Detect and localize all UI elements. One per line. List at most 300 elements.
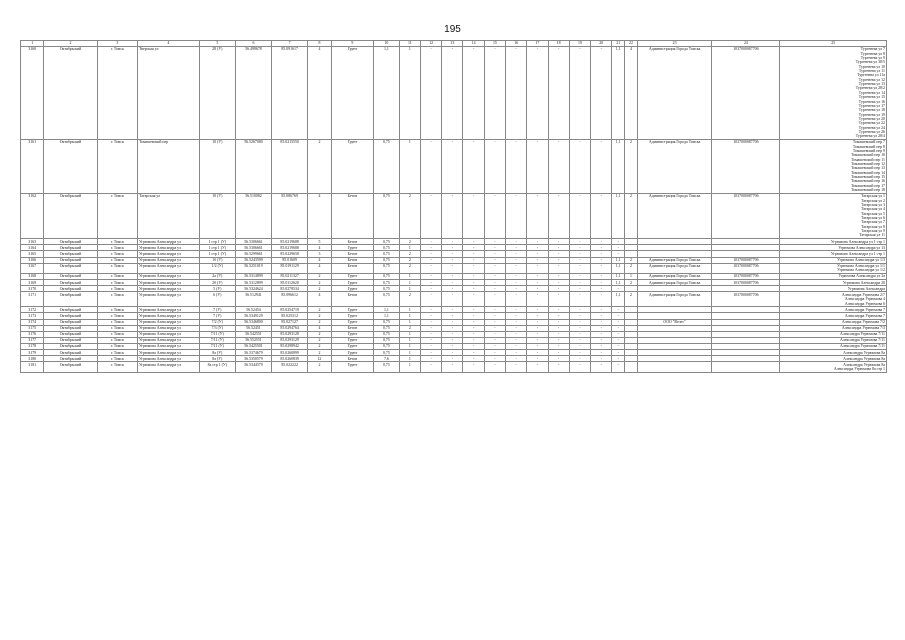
table-cell: - — [442, 274, 463, 280]
table-cell: - — [484, 319, 505, 325]
table-cell: - — [548, 263, 569, 273]
table-cell: - — [420, 280, 441, 286]
table-cell: - — [484, 257, 505, 263]
table-cell: - — [612, 313, 625, 319]
table-cell: 1,1 — [374, 307, 400, 313]
table-cell — [712, 362, 780, 372]
table-cell: 4 — [308, 292, 331, 307]
table-cell: 0,75 — [374, 292, 400, 307]
table-cell: 0,75 — [374, 193, 400, 238]
table-cell: 2 — [308, 362, 331, 372]
table-cell: 1 — [399, 319, 420, 325]
table-cell: Угрюмова Александра ул — [138, 286, 200, 292]
table-cell: Администрация Города Томска — [637, 47, 711, 140]
table-cell: - — [548, 344, 569, 350]
table-cell: - — [442, 193, 463, 238]
table-cell: Администрация Города Томска — [637, 292, 711, 307]
table-cell: 0,75 — [374, 325, 400, 331]
address-line: Александра Угрюмова 7/11 — [840, 332, 885, 337]
table-cell: Грунт — [331, 280, 374, 286]
address-line: Тургенева ул 38/5 — [855, 60, 885, 65]
table-cell: - — [548, 337, 569, 343]
table-cell: Угрюмова Александра ул — [138, 356, 200, 362]
address-line: Татарская ул 11 — [859, 233, 885, 238]
table-cell: - — [420, 350, 441, 356]
column-number: 5 — [199, 41, 235, 47]
table-cell: 3163 — [21, 239, 44, 245]
table-cell: - — [548, 356, 569, 362]
address-line: Татарская ул 5 — [860, 211, 885, 216]
table-cell: 1 — [399, 245, 420, 251]
table-cell: - — [420, 292, 441, 307]
table-cell: Бетон — [331, 263, 374, 273]
table-cell: Октябрьский — [44, 193, 97, 238]
table-cell: г. Томск — [97, 356, 137, 362]
address-line: Александра Угрюмова 8а — [843, 362, 885, 367]
table-cell: 4 — [308, 193, 331, 238]
table-cell: 2 — [625, 263, 638, 273]
address-line: Томашевский пер 12 — [850, 162, 885, 167]
address-line: Томашевский пер 13 — [850, 166, 885, 171]
table-cell: Угрюмова Александра ул — [138, 325, 200, 331]
table-cell: - — [463, 263, 484, 273]
table-cell: - — [612, 331, 625, 337]
table-cell: г. Томск — [97, 325, 137, 331]
table-cell: 7 (У) — [199, 307, 235, 313]
table-cell: - — [420, 356, 441, 362]
table-cell: г. Томск — [97, 292, 137, 307]
table-cell: 3172 — [21, 307, 44, 313]
table-cell: Грунт — [331, 245, 374, 251]
table-cell: - — [484, 307, 505, 313]
table-cell: 1037000087706 — [712, 263, 780, 273]
table-cell: 0,75 — [374, 263, 400, 273]
column-number: 23 — [637, 41, 711, 47]
table-cell: - — [420, 337, 441, 343]
table-cell: - — [442, 325, 463, 331]
table-cell: 85.0260899 — [272, 350, 308, 356]
address-line: Угрюмова Александра ул 1 стр 1 — [830, 239, 885, 244]
table-cell: - — [420, 140, 441, 194]
table-cell: 7 (У) — [199, 313, 235, 319]
table-cell: Грунт — [331, 313, 374, 319]
table-cell: - — [527, 356, 548, 362]
table-cell: г. Томск — [97, 274, 137, 280]
table-cell: 3181 — [21, 362, 44, 372]
table-cell: 10 (У) — [199, 140, 235, 194]
table-cell: - — [548, 362, 569, 372]
table-cell: 3175 — [21, 325, 44, 331]
address-line: Александра Угрюмова 6 — [844, 301, 885, 306]
table-cell: - — [527, 325, 548, 331]
table-cell: Угрюмова Александра ул — [138, 257, 200, 263]
table-cell: Октябрьский — [44, 263, 97, 273]
table-cell: 4 — [308, 325, 331, 331]
table-cell: г. Томск — [97, 263, 137, 273]
column-number: 22 — [625, 41, 638, 47]
table-cell: - — [442, 307, 463, 313]
column-number: 9 — [331, 41, 374, 47]
table-cell: 2 — [399, 257, 420, 263]
table-cell: - — [527, 251, 548, 257]
table-cell: - — [420, 319, 441, 325]
table-cell: - — [591, 337, 612, 343]
address-line: Александра Угрюмова 8а — [843, 356, 885, 361]
table-cell: 6 (У) — [199, 292, 235, 307]
column-number: 4 — [138, 41, 200, 47]
table-cell: Угрюмова Александра ул — [138, 274, 200, 280]
table-cell: - — [484, 331, 505, 337]
table-cell: - — [591, 325, 612, 331]
table-cell: - — [591, 239, 612, 245]
table-cell: Угрюмова Александра ул — [138, 331, 200, 337]
table-cell: - — [527, 274, 548, 280]
table-cell: - — [442, 263, 463, 273]
table-cell: - — [548, 280, 569, 286]
column-number: 6 — [235, 41, 271, 47]
table-cell: 85.022222 — [272, 362, 308, 372]
table-cell: - — [612, 362, 625, 372]
table-cell: - — [442, 47, 463, 140]
table-cell: - — [569, 313, 590, 319]
table-cell: 85.0219688 — [272, 245, 308, 251]
table-cell: - — [612, 356, 625, 362]
table-row — [21, 193, 887, 238]
table-cell: - — [506, 319, 527, 325]
table-cell: - — [506, 251, 527, 257]
table-cell: 1 — [399, 307, 420, 313]
table-cell: 1 — [399, 350, 420, 356]
table-cell: 1 — [399, 286, 420, 292]
table-cell: - — [527, 263, 548, 273]
table-cell: Грунт — [331, 331, 374, 337]
table-cell: 3168 — [21, 274, 44, 280]
table-cell: - — [463, 193, 484, 238]
table-cell: 85.0278534 — [272, 286, 308, 292]
table-cell: 0,75 — [374, 280, 400, 286]
table-cell: Грунт — [331, 286, 374, 292]
table-cell: г. Томск — [97, 344, 137, 350]
table-cell: 2 — [625, 280, 638, 286]
table-cell: - — [463, 331, 484, 337]
address-line: Александра Угрюмова 2/7 — [841, 292, 885, 297]
address-line: Томашевский пер 8 — [852, 144, 885, 149]
table-cell: 1 — [399, 344, 420, 350]
table-cell: - — [442, 245, 463, 251]
table-cell: 56.552551 — [235, 337, 271, 343]
table-cell: - — [420, 344, 441, 350]
table-cell: - — [484, 362, 505, 372]
table-cell: 2 — [308, 313, 331, 319]
table-cell: Октябрьский — [44, 274, 97, 280]
address-line: Тургенева ул 9 — [860, 56, 885, 61]
table-cell: - — [484, 140, 505, 194]
table-cell: 20 (У) — [199, 280, 235, 286]
table-cell: 0,75 — [374, 344, 400, 350]
table-cell: г. Томск — [97, 251, 137, 257]
table-cell: 56.5251019 — [235, 263, 271, 273]
table-cell: - — [442, 257, 463, 263]
table-cell: - — [463, 356, 484, 362]
table-cell: - — [506, 313, 527, 319]
table-cell: 56.5312899 — [235, 280, 271, 286]
table-cell: 2а (У) — [199, 274, 235, 280]
table-cell: 56.5374679 — [235, 350, 271, 356]
address-line: Татарская ул 7 — [860, 220, 885, 225]
table-cell: 0,75 — [374, 257, 400, 263]
table-cell: - — [527, 193, 548, 238]
table-cell: - — [569, 325, 590, 331]
table-cell: 85.0298942 — [272, 344, 308, 350]
table-cell: Грунт — [331, 319, 374, 325]
table-cell: Октябрьский — [44, 313, 97, 319]
column-number: 15 — [484, 41, 505, 47]
page-number: 195 — [444, 24, 461, 35]
table-cell: - — [463, 140, 484, 194]
table-cell: - — [506, 245, 527, 251]
table-cell: - — [548, 292, 569, 307]
addresses-cell — [780, 47, 887, 140]
table-cell: 4 — [308, 263, 331, 273]
table-cell: 85.086769 — [272, 193, 308, 238]
table-cell: - — [569, 245, 590, 251]
table-cell: - — [484, 350, 505, 356]
table-cell: - — [569, 362, 590, 372]
address-line: Томашевский пер 14 — [850, 170, 885, 175]
table-cell: 28 (У) — [199, 47, 235, 140]
table-cell: 3164 — [21, 245, 44, 251]
table-cell: Угрюмова Александра ул — [138, 350, 200, 356]
table-cell: - — [420, 362, 441, 372]
table-cell: 2 — [625, 193, 638, 238]
table-cell: 2 — [308, 307, 331, 313]
table-cell: - — [420, 274, 441, 280]
table-cell: 7/2 (У) — [199, 319, 235, 325]
table-cell: 3178 — [21, 344, 44, 350]
table-cell: Угрюмова Александра ул — [138, 307, 200, 313]
table-cell: Угрюмова Александра ул — [138, 245, 200, 251]
table-cell: 1 — [399, 47, 420, 140]
table-cell: - — [484, 292, 505, 307]
table-cell: - — [506, 292, 527, 307]
table-cell: 4 — [308, 245, 331, 251]
table-cell: 1,1 — [612, 47, 625, 140]
table-cell: Бетон — [331, 325, 374, 331]
table-cell: Угрюмова Александра ул — [138, 362, 200, 372]
table-cell: - — [569, 350, 590, 356]
table-cell: Грунт — [331, 350, 374, 356]
table-cell: 1037000087706 — [712, 280, 780, 286]
table-row — [21, 292, 887, 307]
table-cell: - — [484, 337, 505, 343]
table-cell: 1037000087706 — [712, 257, 780, 263]
table-cell: - — [442, 140, 463, 194]
address-line: Татарская ул 8 — [860, 224, 885, 229]
table-cell: - — [420, 286, 441, 292]
table-cell: - — [506, 263, 527, 273]
table-cell: Татарская ул — [138, 193, 200, 238]
table-cell: 56.5299661 — [235, 251, 271, 257]
table-cell: Грунт — [331, 337, 374, 343]
address-line: Угрюмова Александра ул 1/2 — [837, 268, 885, 273]
table-cell: - — [506, 47, 527, 140]
table-cell: - — [420, 257, 441, 263]
table-cell: 8а (У) — [199, 350, 235, 356]
table-cell: Томашевский пер — [138, 140, 200, 194]
table-cell: 1037000087706 — [712, 292, 780, 307]
table-cell: - — [506, 193, 527, 238]
table-cell: 8а (У) — [199, 356, 235, 362]
table-cell: - — [527, 280, 548, 286]
table-cell: 3160 — [21, 47, 44, 140]
address-line: Томашевский пер 11 — [851, 157, 885, 162]
table-cell: 85.025312 — [272, 313, 308, 319]
column-number: 14 — [463, 41, 484, 47]
table-cell: - — [484, 263, 505, 273]
table-cell: - — [591, 307, 612, 313]
table-cell: 1037000087706 — [712, 274, 780, 280]
table-cell: г. Томск — [97, 307, 137, 313]
table-cell: - — [569, 274, 590, 280]
table-cell: ООО "Велес" — [637, 319, 711, 325]
column-number: 16 — [506, 41, 527, 47]
table-cell: - — [463, 292, 484, 307]
table-cell: - — [591, 47, 612, 140]
table-cell: 56.512941 — [235, 292, 271, 307]
table-cell: - — [591, 292, 612, 307]
table-cell: 2 — [308, 337, 331, 343]
table-cell: - — [506, 307, 527, 313]
table-cell: - — [484, 193, 505, 238]
table-cell: - — [527, 245, 548, 251]
table-cell: Октябрьский — [44, 325, 97, 331]
table-cell: г. Томск — [97, 313, 137, 319]
column-number: 17 — [527, 41, 548, 47]
table-cell: г. Томск — [97, 286, 137, 292]
table-cell: г. Томск — [97, 331, 137, 337]
table-cell: - — [420, 193, 441, 238]
address-line: Угрюмова Александра ул 1/1 — [837, 264, 885, 269]
table-cell: 85.0112620 — [272, 280, 308, 286]
table-cell: г. Томск — [97, 193, 137, 238]
table-cell: - — [548, 331, 569, 337]
table-cell: 85.0254719 — [272, 307, 308, 313]
table-cell: 0,75 — [374, 362, 400, 372]
table-cell: - — [420, 245, 441, 251]
table-cell: 1 — [399, 362, 420, 372]
table-cell: 3180 — [21, 356, 44, 362]
table-cell: - — [506, 362, 527, 372]
table-cell: Октябрьский — [44, 245, 97, 251]
table-cell: Грунт — [331, 140, 374, 194]
address-line: Татарская ул 4 — [860, 207, 885, 212]
table-cell: Октябрьский — [44, 331, 97, 337]
table-cell: 1,1 — [612, 274, 625, 280]
table-cell: 85.0294764 — [272, 325, 308, 331]
table-cell: - — [591, 331, 612, 337]
table-cell: Октябрьский — [44, 251, 97, 257]
table-cell: 85.0293128 — [272, 331, 308, 337]
table-cell: 3169 — [21, 280, 44, 286]
table-cell: - — [591, 245, 612, 251]
address-line: Тургенева ул 22 — [858, 121, 885, 126]
table-cell: 56.510082 — [235, 193, 271, 238]
column-number: 3 — [97, 41, 137, 47]
table-cell: 0,75 — [374, 245, 400, 251]
table-cell: - — [569, 319, 590, 325]
table-cell: 0,75 — [374, 239, 400, 245]
table-cell: 1 — [399, 337, 420, 343]
table-cell: 2 — [625, 140, 638, 194]
table-cell: г. Томск — [97, 362, 137, 372]
table-cell: 5 — [308, 239, 331, 245]
table-cell: 2 — [308, 344, 331, 350]
column-number: 8 — [308, 41, 331, 47]
table-cell: Администрация Города Томска — [637, 263, 711, 273]
table-cell: 56.5344579 — [235, 362, 271, 372]
table-cell: Октябрьский — [44, 356, 97, 362]
table-cell: - — [420, 251, 441, 257]
address-line: Тургенева ул 17 — [858, 103, 885, 108]
table-cell: 3170 — [21, 286, 44, 292]
table-cell: 1037000087706 — [712, 193, 780, 238]
table-cell: - — [527, 337, 548, 343]
table-cell: 2 — [308, 140, 331, 194]
table-cell: 1 — [399, 274, 420, 280]
table-cell: - — [612, 350, 625, 356]
table-cell: - — [527, 350, 548, 356]
table-cell: 2 — [399, 193, 420, 238]
table-cell: Октябрьский — [44, 307, 97, 313]
table-cell: 1 стр 1 (У) — [199, 239, 235, 245]
table-cell: - — [591, 251, 612, 257]
table-cell: 4 — [625, 47, 638, 140]
table-cell: - — [463, 319, 484, 325]
column-number: 7 — [272, 41, 308, 47]
address-line: Тургенева ул 8 — [860, 51, 885, 56]
table-cell: 3176 — [21, 331, 44, 337]
table-cell: - — [463, 313, 484, 319]
table-row — [21, 140, 887, 194]
table-cell: - — [569, 292, 590, 307]
table-cell: - — [442, 286, 463, 292]
table-cell: 3177 — [21, 337, 44, 343]
table-cell: Октябрьский — [44, 280, 97, 286]
table-cell: - — [569, 140, 590, 194]
address-line: Тургенева ул 11 — [858, 69, 885, 74]
table-cell: Октябрьский — [44, 47, 97, 140]
table-cell: - — [591, 319, 612, 325]
table-cell: - — [484, 47, 505, 140]
table-cell: - — [591, 263, 612, 273]
table-cell: - — [420, 239, 441, 245]
table-cell: Октябрьский — [44, 257, 97, 263]
table-cell: - — [527, 292, 548, 307]
address-line: Тургенева ул 7 — [860, 47, 885, 52]
table-cell: - — [569, 331, 590, 337]
table-cell: - — [463, 251, 484, 257]
table-cell: 1 — [399, 280, 420, 286]
table-cell: 2 — [399, 325, 420, 331]
table-cell: - — [548, 239, 569, 245]
address-line: Татарская ул 1 — [860, 194, 885, 199]
table-cell: 1/2 (У) — [199, 263, 235, 273]
table-cell: - — [442, 344, 463, 350]
column-number: 18 — [548, 41, 569, 47]
column-number: 13 — [442, 41, 463, 47]
table-cell: Администрация Города Томска — [637, 274, 711, 280]
table-cell: - — [463, 337, 484, 343]
